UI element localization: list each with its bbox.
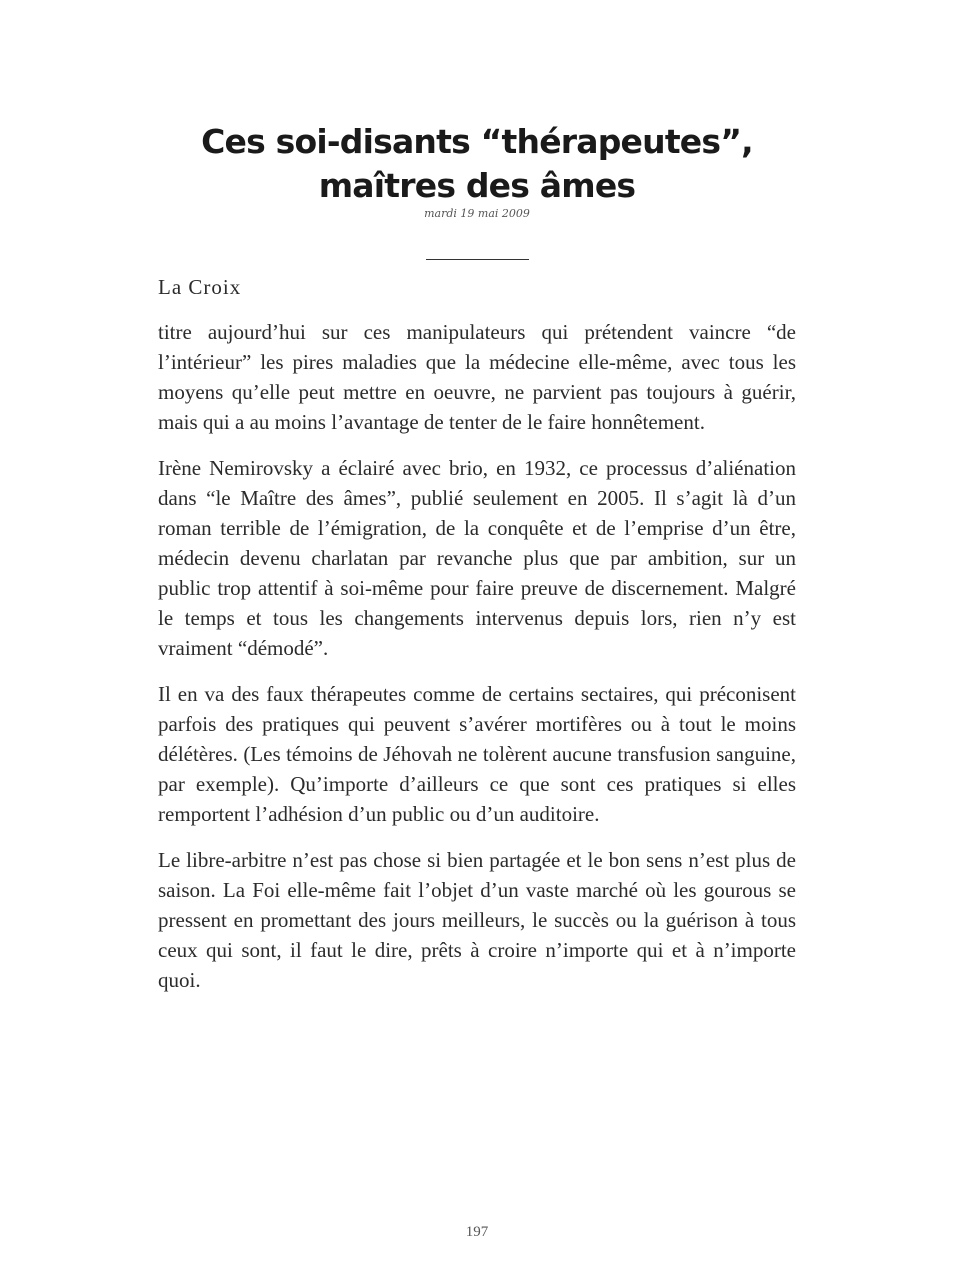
paragraph-2: Irène Nemirovsky a éclairé avec brio, en 1932, ce processus d’aliénation dans “le Maître des âmes”, publié seulement en 2005. Il s’agit là d’un roman terrible de l’émigration, de la conquête et de l’emprise d’un être, médecin devenu charlatan par revanche plus que par ambition, sur un public trop attentif à soi-même pour faire preuve de discernement. Malgré le temps et tous les changements intervenus depuis lors, rien n’y est vraiment “démodé”. — [158, 456, 796, 660]
title-separator — [426, 259, 529, 260]
page-number: 197 — [465, 1224, 489, 1240]
paragraph-1: titre aujourd’hui sur ces manipulateurs qui prétendent vaincre “de l’intérieur” les pires maladies que la médecine elle-même, avec tous les moyens qu’elle peut mettre en oeuvre, ne parvient pas toujours à guérir, mais qui a au moins l’avantage de tenter de le faire honnêtement. — [158, 320, 796, 434]
paragraph-3: Il en va des faux thérapeutes comme de certains sectaires, qui préconisent parfois des pratiques qui peuvent s’avérer mortifères ou à tout le moins délétères. (Les témoins de Jéhovah ne tolèrent aucune transfusion sanguine, par exemple). Qu’importe d’ailleurs ce que sont ces pratiques si elles remportent l’adhésion d’un public ou d’un auditoire. — [158, 682, 796, 826]
article-title: Ces soi-disants “thérapeutes”, maîtres des âmes — [201, 122, 753, 205]
article-date: mardi 19 mai 2009 — [424, 207, 530, 220]
source-line: La Croix — [158, 275, 242, 299]
paragraph-4: Le libre-arbitre n’est pas chose si bien partagée et le bon sens n’est plus de saison. La Foi elle-même fait l’objet d’un vaste marché où les gourous se pressent en promettant des jours meilleurs, le succès ou la guérison à tous ceux qui sont, il faut le dire, prêts à croire n’importe qui et à n’importe quoi. — [158, 848, 796, 992]
article-body — [158, 272, 796, 1011]
